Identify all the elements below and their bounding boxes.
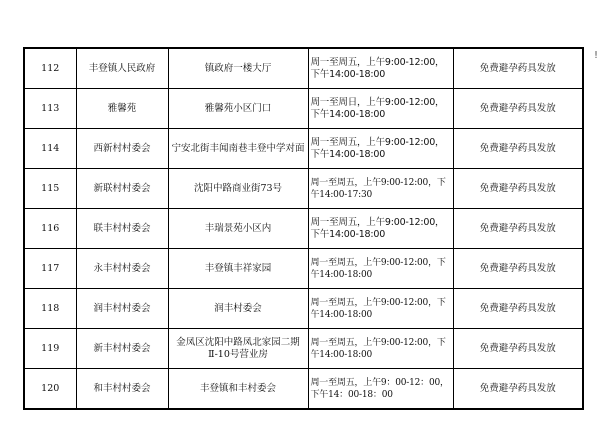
site-name: 西新村村委会 (76, 129, 168, 169)
service-type: 免费避孕药具发放 (453, 289, 583, 329)
row-number: 120 (24, 369, 76, 410)
site-name: 和丰村村委会 (76, 369, 168, 410)
site-name: 新丰村村委会 (76, 329, 168, 369)
service-type: 免费避孕药具发放 (453, 209, 583, 249)
site-address: 润丰村委会 (168, 289, 308, 329)
row-number: 118 (24, 289, 76, 329)
service-hours: 周一至周五，上午9:00-12:00，下午14:00-18:00 (308, 329, 453, 369)
site-address: 丰瑞景苑小区内 (168, 209, 308, 249)
site-address: 镇政府一楼大厅 (168, 48, 308, 89)
table-row (24, 89, 583, 129)
service-hours: 周一至周日，上午9:00-12:00，下午14:00-18:00 (308, 89, 453, 129)
row-number: 112 (24, 48, 76, 89)
site-address: 丰登镇丰祥家园 (168, 249, 308, 289)
service-type: 免费避孕药具发放 (453, 129, 583, 169)
site-address: 金凤区沈阳中路凤北家园二期Ⅱ-10号营业房 (168, 329, 308, 369)
page-edge-mark: ! (593, 50, 598, 61)
service-type: 免费避孕药具发放 (453, 89, 583, 129)
service-type: 免费避孕药具发放 (453, 369, 583, 410)
site-address: 丰登镇和丰村委会 (168, 369, 308, 410)
site-address: 雅馨苑小区门口 (168, 89, 308, 129)
service-hours: 周一至周五，上午9:00-12:00，下午14:00-18:00 (308, 129, 453, 169)
service-hours: 周一至周五，上午9:00-12:00，下午14:00-18:00 (308, 209, 453, 249)
site-name: 新联村村委会 (76, 169, 168, 209)
service-hours: 周一至周五，上午9:00-12:00，下午14:00-18:00 (308, 289, 453, 329)
table-row (24, 209, 583, 249)
site-address: 沈阳中路商业街73号 (168, 169, 308, 209)
row-number: 115 (24, 169, 76, 209)
row-number: 114 (24, 129, 76, 169)
distribution-points-table (23, 47, 584, 410)
table-row (24, 48, 583, 89)
site-name: 丰登镇人民政府 (76, 48, 168, 89)
service-hours: 周一至周五，上午9：00-12：00，下午14：00-18：00 (308, 369, 453, 410)
table-row (24, 169, 583, 209)
row-number: 113 (24, 89, 76, 129)
table-row (24, 369, 583, 410)
site-name: 永丰村村委会 (76, 249, 168, 289)
site-name: 润丰村村委会 (76, 289, 168, 329)
site-name: 联丰村村委会 (76, 209, 168, 249)
service-type: 免费避孕药具发放 (453, 48, 583, 89)
service-hours: 周一至周五，上午9:00-12:00，下午14:00-18:00 (308, 249, 453, 289)
site-address: 宁安北街丰闻南巷丰登中学对面 (168, 129, 308, 169)
table-row (24, 129, 583, 169)
row-number: 117 (24, 249, 76, 289)
site-name: 雅馨苑 (76, 89, 168, 129)
table-row (24, 289, 583, 329)
service-hours: 周一至周五，上午9:00-12:00，下午14:00-17:30 (308, 169, 453, 209)
service-hours: 周一至周五，上午9:00-12:00，下午14:00-18:00 (308, 48, 453, 89)
service-type: 免费避孕药具发放 (453, 169, 583, 209)
table-row (24, 329, 583, 369)
row-number: 119 (24, 329, 76, 369)
service-type: 免费避孕药具发放 (453, 249, 583, 289)
table-row (24, 249, 583, 289)
row-number: 116 (24, 209, 76, 249)
service-type: 免费避孕药具发放 (453, 329, 583, 369)
